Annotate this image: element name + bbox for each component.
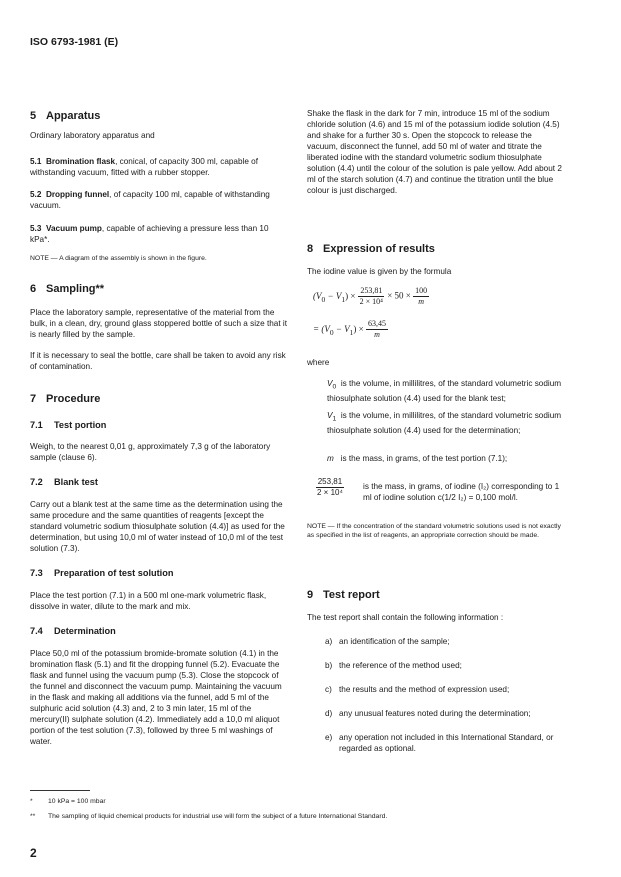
clause-5-3 — [30, 223, 288, 245]
fraction-253-81: $\frac{253,81}{\text{2 × 10⁴}}$ — [359, 286, 383, 306]
times-50: × 50 × — [387, 290, 411, 301]
sampling-paragraph-2: If it is necessary to seal the bottle, care shall be taken to avoid any risk of contamination. — [30, 351, 286, 371]
section-6-heading — [30, 283, 288, 296]
clause-7-4-text: Place 50,0 ml of the potassium bromide-bromate solution (4.1) in the bromination flask (5.1) and fit the dropping funnel (5.2). Evacuate the flask and funnel using the vacuum pump (5.3). Close the stopcock of the funnel and disconnect the vacuum pump. Maintaining the vacuum in the flask and making all additions via the funnel, add 5 ml of the sulphuric acid solution (4.3) and, 2 to 3 min later, 15 ml of the mercury(II) sulphate solution (4.2). Immediately add a 10,0 ml aliquot portion of the test solution (7.3), followed by three 5 ml washings of water. — [30, 649, 282, 746]
footnote-1: * 10 kPa = 100 mbar — [30, 798, 106, 805]
procedure-continuation: Shake the flask in the dark for 7 min, introduce 15 ml of the sodium chloride solution (4.6) and 15 ml of the potassium iodide solution (4.5) and shake for a further 30 s. Open the stopcock to release the vacuum, disconnect the funnel, add 50 ml of water and titrate the liberated iodine with the standard volumetric sodium thiosulphate solution (4.4) until the colour of the solution is pale yellow. Add about 2 ml of the starch solution (4.7) and continue the titration until the blue colour is just discharged. — [307, 109, 562, 195]
section-5-heading — [30, 110, 288, 123]
clause-number: 7.4 — [30, 626, 43, 636]
section-number: 7 — [30, 393, 37, 405]
section-title: Apparatus — [46, 110, 101, 122]
clause-title: Dropping funnel — [45, 190, 110, 199]
definition-v0: $V_0$ is the volume, in millilitres, of the standard volumetric sodium thiosulphate solution (4.4) used for the blank test; — [327, 379, 562, 403]
section-number: 6 — [30, 283, 37, 295]
section-number: 8 — [307, 243, 314, 255]
fraction-100-m: $\frac{100}{m}$ — [415, 286, 428, 306]
section-title: Test report — [323, 589, 380, 601]
clause-5-2 — [30, 189, 288, 211]
clause-7-3-heading — [30, 568, 288, 579]
clause-title: Determination — [54, 626, 116, 636]
clause-text: , capable of achieving a pressure less than 10 kPa*. — [30, 224, 269, 244]
clause-number: 7.3 — [30, 568, 43, 578]
footnote-2: ** The sampling of liquid chemical products for industrial use will form the subject of a future International Standard. — [30, 813, 388, 820]
note-assembly: NOTE — A diagram of the assembly is shown in the figure. — [30, 255, 207, 262]
where-label: where — [307, 358, 330, 367]
section-7-heading — [30, 393, 288, 406]
fraction-63-45-m: $\frac{63,45}{m}$ — [367, 319, 386, 339]
clause-text: , of capacity 100 ml, capable of withstanding vacuum. — [30, 190, 270, 210]
section-8-heading — [307, 243, 563, 256]
footnote-divider — [30, 790, 90, 791]
clause-7-1-text: Weigh, to the nearest 0,01 g, approximately 7,3 g of the laboratory sample (clause 6). — [30, 442, 271, 462]
definition-v1: $V_1$ is the volume, in millilitres, of the standard volumetric sodium thiosulphate solution (4.4) used for the determination; — [327, 411, 562, 435]
clause-title: Blank test — [54, 477, 98, 487]
clause-7-4-heading — [30, 626, 288, 637]
clause-title: Test portion — [54, 420, 107, 430]
formula-lhs: $(V_0 - V_1)$ × — [313, 290, 356, 304]
section-5-intro: Ordinary laboratory apparatus and — [30, 131, 155, 140]
formula-intro: The iodine value is given by the formula — [307, 267, 452, 276]
clause-text: , conical, of capacity 300 ml, capable of withstanding vacuum, fitted with a rubber stopper. — [30, 157, 259, 177]
section-number: 9 — [307, 589, 314, 601]
clause-number: 5.1 — [30, 157, 42, 166]
formula-lhs: = $(V_0 - V_1)$ × — [313, 323, 364, 337]
section-title: Expression of results — [323, 243, 435, 255]
simplified-formula — [313, 319, 388, 340]
definition-m: m is the mass, in grams, of the test portion (7.1); — [327, 454, 508, 463]
clause-7-2-heading — [30, 477, 288, 488]
note-concentration: NOTE — If the concentration of the standard volumetric solutions used is not exactly as specified in the list of reagents, an appropriate correction should be made. — [307, 523, 561, 539]
clause-7-3-text: Place the test portion (7.1) in a 500 ml one-mark volumetric flask, dissolve in water, dilute to the mark and mix. — [30, 591, 267, 611]
clause-title: Bromination flask — [45, 157, 116, 166]
clause-number: 5.2 — [30, 190, 42, 199]
clause-title: Preparation of test solution — [54, 568, 174, 578]
definition-iodine-mass: $\frac{253,81}{\text{2 × 10⁴}}$ is the mass, in grams, of iodine (I₂) corresponding to 1 ml of iodine solution c(1/2 I₂) = 0,100 mol/l. — [317, 477, 560, 502]
section-title: Procedure — [46, 393, 101, 405]
test-report-intro: The test report shall contain the following information : — [307, 613, 504, 622]
section-title: Sampling** — [46, 283, 105, 295]
sampling-paragraph-1: Place the laboratory sample, representative of the material from the bulk, in a clean, dry, ground glass stoppered bottle of such a size that it is nearly filled by the sample. — [30, 308, 287, 339]
iodine-value-formula — [313, 286, 429, 307]
page-number: 2 — [30, 846, 37, 860]
clause-7-2-text: Carry out a blank test at the same time as the determination using the same procedure and the same quantities of reagents [except the standard volumetric sodium thiosulphate solution (4.4)] as used for the determination, but using 10,0 ml of water instead of 10,0 ml of the test solution (7.3). — [30, 500, 285, 553]
section-9-heading — [307, 589, 563, 602]
clause-number: 7.2 — [30, 477, 43, 487]
clause-7-1-heading — [30, 420, 288, 431]
clause-number: 5.3 — [30, 224, 42, 233]
section-number: 5 — [30, 110, 37, 122]
document-code: ISO 6793-1981 (E) — [30, 36, 119, 48]
clause-number: 7.1 — [30, 420, 43, 430]
clause-5-1 — [30, 156, 288, 178]
fraction-253-81-def: $\frac{253,81}{\text{2 × 10⁴}}$ — [317, 477, 343, 497]
clause-title: Vacuum pump — [45, 224, 102, 233]
